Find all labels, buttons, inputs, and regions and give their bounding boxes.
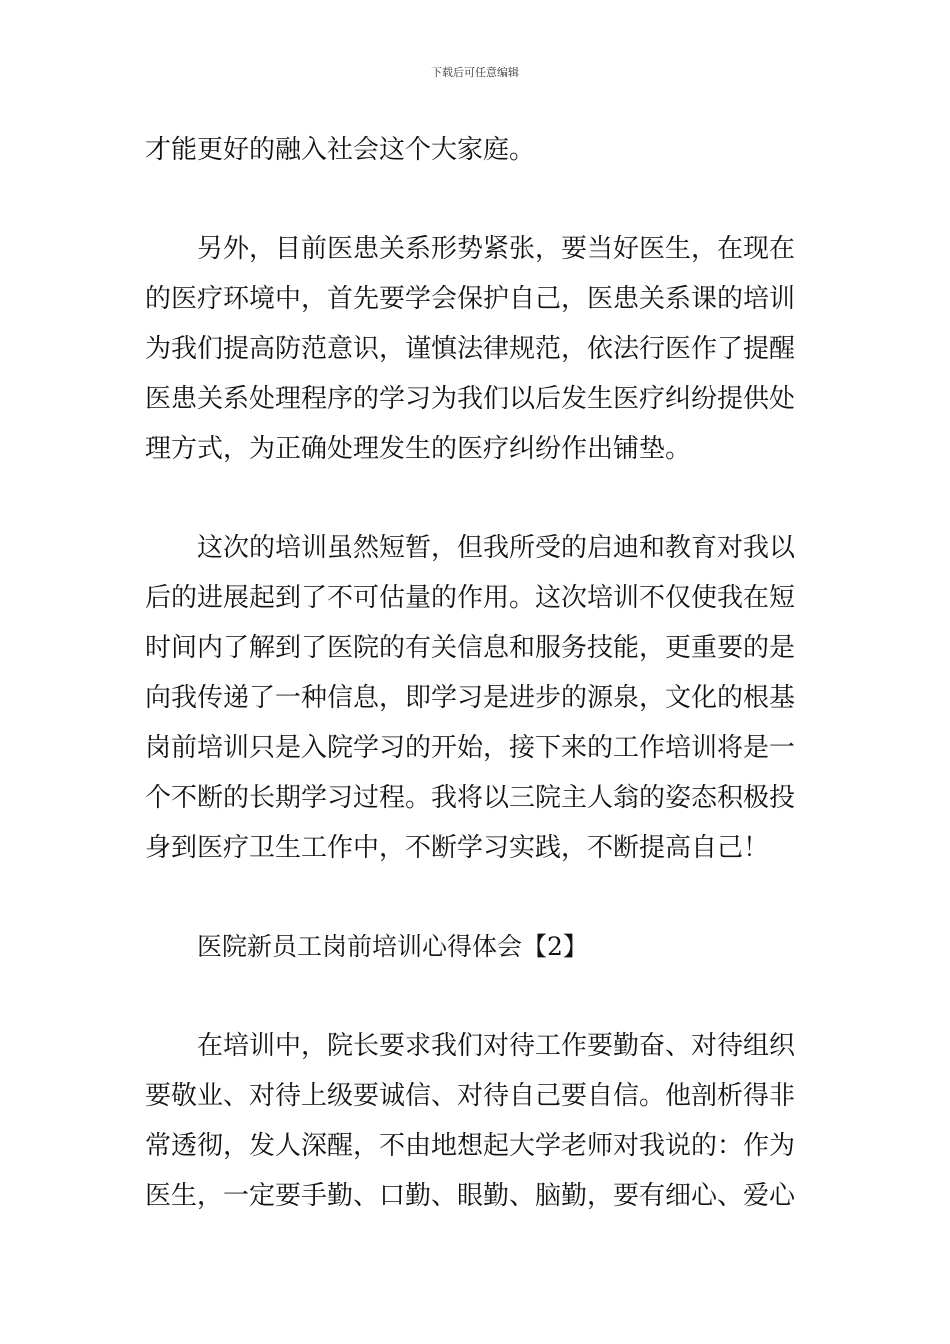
paragraph-2-line-5: 理方式，为正确处理发生的医疗纠纷作出铺垫。 bbox=[145, 434, 692, 464]
paragraph-3-line-1: 这次的培训虽然短暂，但我所受的启迪和教育对我以 bbox=[197, 533, 796, 563]
paragraph-1-line-1: 才能更好的融入社会这个大家庭。 bbox=[145, 135, 536, 165]
paragraph-2-line-3: 为我们提高防范意识，谨慎法律规范，依法行医作了提醒 bbox=[145, 334, 796, 364]
paragraph-3-line-2: 后的进展起到了不可估量的作用。这次培训不仅使我在短 bbox=[145, 583, 796, 613]
paragraph-4-line-4: 医生，一定要手勤、口勤、眼勤、脑勤，要有细心、爱心 bbox=[145, 1181, 796, 1211]
paragraph-3-line-6: 个不断的长期学习过程。我将以三院主人翁的姿态积极投 bbox=[145, 783, 796, 813]
paragraph-4-line-1: 在培训中，院长要求我们对待工作要勤奋、对待组织 bbox=[197, 1031, 796, 1061]
section-heading: 医院新员工岗前培训心得体会【2】 bbox=[197, 932, 588, 961]
paragraph-3-line-7: 身到医疗卫生工作中，不断学习实践，不断提高自己！ bbox=[145, 833, 770, 863]
paragraph-2-line-1: 另外，目前医患关系形势紧张，要当好医生，在现在 bbox=[197, 234, 796, 264]
page-header: 下载后可任意编辑 bbox=[431, 66, 519, 79]
paragraph-4-line-3: 常透彻，发人深醒，不由地想起大学老师对我说的：作为 bbox=[145, 1131, 796, 1161]
paragraph-3-line-3: 时间内了解到了医院的有关信息和服务技能，更重要的是 bbox=[145, 633, 796, 663]
paragraph-3-line-5: 岗前培训只是入院学习的开始，接下来的工作培训将是一 bbox=[145, 733, 796, 763]
paragraph-2-line-4: 医患关系处理程序的学习为我们以后发生医疗纠纷提供处 bbox=[145, 384, 796, 414]
paragraph-4-line-2: 要敬业、对待上级要诚信、对待自己要自信。他剖析得非 bbox=[145, 1081, 796, 1111]
paragraph-2-line-2: 的医疗环境中，首先要学会保护自己，医患关系课的培训 bbox=[145, 284, 796, 314]
paragraph-3-line-4: 向我传递了一种信息，即学习是进步的源泉，文化的根基 bbox=[145, 683, 796, 713]
